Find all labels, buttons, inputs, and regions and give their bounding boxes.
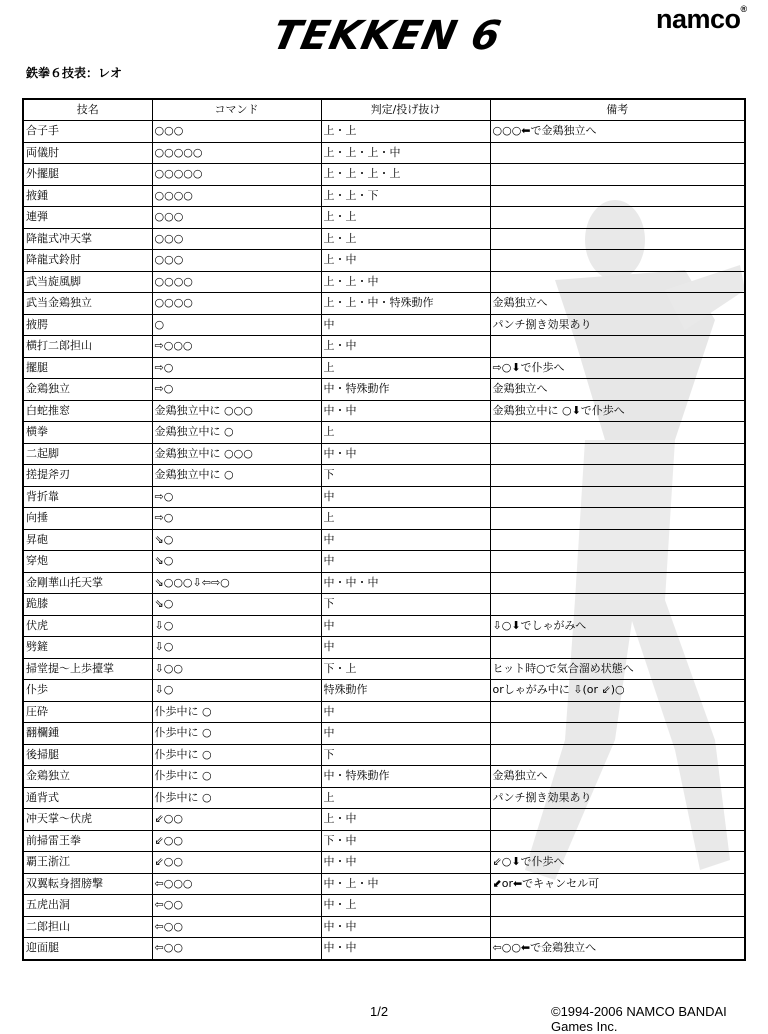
command-cell: 仆歩中に ○ — [152, 787, 321, 809]
notes-cell — [490, 443, 745, 465]
command-cell: ⇦○○ — [152, 938, 321, 960]
command-cell: 仆歩中に ○ — [152, 701, 321, 723]
table-row — [23, 336, 745, 358]
table-row — [23, 142, 745, 164]
move-name-cell: 伏虎 — [23, 615, 152, 637]
command-cell: ○○○○ — [152, 271, 321, 293]
hit-level-cell: 中・中 — [321, 916, 490, 938]
move-name-cell: 跪膝 — [23, 594, 152, 616]
hit-level-cell: 上・上・上・中 — [321, 142, 490, 164]
table-row — [23, 314, 745, 336]
notes-cell — [490, 185, 745, 207]
move-list-table — [22, 98, 746, 961]
notes-cell — [490, 142, 745, 164]
move-name-cell: 武当金鶏独立 — [23, 293, 152, 315]
namco-brand — [656, 4, 747, 35]
notes-cell — [490, 701, 745, 723]
hit-level-cell: 中・特殊動作 — [321, 766, 490, 788]
table-row — [23, 379, 745, 401]
notes-cell — [490, 594, 745, 616]
page-number: 1/2 — [370, 1004, 389, 1019]
move-name-cell: 通背式 — [23, 787, 152, 809]
table-row — [23, 572, 745, 594]
command-cell: ○○○○○ — [152, 142, 321, 164]
notes-cell — [490, 164, 745, 186]
column-header: コマンド — [152, 99, 321, 121]
hit-level-cell: 中 — [321, 314, 490, 336]
command-cell: 金鶏独立中に ○○○ — [152, 400, 321, 422]
move-name-cell: 掖腭 — [23, 314, 152, 336]
notes-cell — [490, 250, 745, 272]
table-row — [23, 271, 745, 293]
notes-cell: ⇨○⬇で仆歩へ — [490, 357, 745, 379]
notes-cell — [490, 422, 745, 444]
notes-cell: 金鶏独立へ — [490, 379, 745, 401]
move-name-cell: 翻欄鍾 — [23, 723, 152, 745]
table-row — [23, 465, 745, 487]
move-name-cell: 降龍式冲天掌 — [23, 228, 152, 250]
table-row — [23, 443, 745, 465]
column-header: 備考 — [490, 99, 745, 121]
table-row — [23, 658, 745, 680]
notes-cell: ⬋or⬅でキャンセル可 — [490, 873, 745, 895]
command-cell: 金鶏独立中に ○○○ — [152, 443, 321, 465]
table-row — [23, 164, 745, 186]
table-row — [23, 185, 745, 207]
table-row — [23, 744, 745, 766]
command-cell: ⇩○ — [152, 680, 321, 702]
command-cell: 仆歩中に ○ — [152, 744, 321, 766]
move-name-cell: 合子手 — [23, 121, 152, 143]
hit-level-cell: 中・中 — [321, 852, 490, 874]
command-cell: ○○○○ — [152, 293, 321, 315]
move-name-cell: 降龍式鈴肘 — [23, 250, 152, 272]
move-list-body — [23, 121, 745, 960]
notes-cell — [490, 486, 745, 508]
hit-level-cell: 上 — [321, 422, 490, 444]
hit-level-cell: 中・上・中 — [321, 873, 490, 895]
page-title: 鉄拳６技表：レオ — [26, 66, 123, 80]
move-name-cell: 穿炮 — [23, 551, 152, 573]
table-row — [23, 422, 745, 444]
hit-level-cell: 上・上・上・上 — [321, 164, 490, 186]
hit-level-cell: 上 — [321, 508, 490, 530]
table-row — [23, 873, 745, 895]
hit-level-cell: 上 — [321, 357, 490, 379]
notes-cell: ヒット時○で気合溜め状態へ — [490, 658, 745, 680]
table-row — [23, 809, 745, 831]
command-cell: ⇘○○○⇩⇦⇨○ — [152, 572, 321, 594]
move-name-cell: 二起脚 — [23, 443, 152, 465]
hit-level-cell: 中・中 — [321, 443, 490, 465]
table-row — [23, 916, 745, 938]
table-row — [23, 228, 745, 250]
table-row — [23, 680, 745, 702]
notes-cell: パンチ捌き効果あり — [490, 787, 745, 809]
hit-level-cell: 中・上 — [321, 895, 490, 917]
table-row — [23, 723, 745, 745]
table-row — [23, 895, 745, 917]
command-cell: ○○○○○ — [152, 164, 321, 186]
command-cell: 仆歩中に ○ — [152, 766, 321, 788]
move-name-cell: 前掃雷王拳 — [23, 830, 152, 852]
table-row — [23, 615, 745, 637]
command-cell: ○○○ — [152, 250, 321, 272]
notes-cell — [490, 271, 745, 293]
move-name-cell: 擺腿 — [23, 357, 152, 379]
table-row — [23, 830, 745, 852]
move-name-cell: 金剛華山托天掌 — [23, 572, 152, 594]
hit-level-cell: 上・中 — [321, 250, 490, 272]
command-cell: ⇦○○ — [152, 916, 321, 938]
table-row — [23, 250, 745, 272]
notes-cell: ⇩○⬇でしゃがみへ — [490, 615, 745, 637]
notes-cell — [490, 916, 745, 938]
move-name-cell: 横打二郎担山 — [23, 336, 152, 358]
notes-cell — [490, 228, 745, 250]
move-name-cell: 覇王浙江 — [23, 852, 152, 874]
move-name-cell: 横拳 — [23, 422, 152, 444]
table-row — [23, 293, 745, 315]
move-name-cell: 冲天掌～伏虎 — [23, 809, 152, 831]
command-cell: ⇘○ — [152, 594, 321, 616]
table-row — [23, 121, 745, 143]
move-name-cell: 掃堂提～上歩擡掌 — [23, 658, 152, 680]
move-name-cell: 白蛇推窓 — [23, 400, 152, 422]
notes-cell: orしゃがみ中に ⇩(or ⇙)○ — [490, 680, 745, 702]
hit-level-cell: 下 — [321, 744, 490, 766]
hit-level-cell: 上・上 — [321, 121, 490, 143]
notes-cell — [490, 830, 745, 852]
move-name-cell: 金鶏独立 — [23, 379, 152, 401]
move-name-cell: 双翼転身摺膀撃 — [23, 873, 152, 895]
command-cell: ⇨○ — [152, 357, 321, 379]
move-name-cell: 五虎出洞 — [23, 895, 152, 917]
notes-cell: ⇦○○⬅で金鶏独立へ — [490, 938, 745, 960]
command-cell: ⇙○○ — [152, 852, 321, 874]
hit-level-cell: 中 — [321, 723, 490, 745]
notes-cell — [490, 336, 745, 358]
hit-level-cell: 中 — [321, 701, 490, 723]
hit-level-cell: 上・上・中・特殊動作 — [321, 293, 490, 315]
command-cell: ○○○ — [152, 207, 321, 229]
command-cell: ⇙○○ — [152, 830, 321, 852]
move-name-cell: 外擺腿 — [23, 164, 152, 186]
hit-level-cell: 下 — [321, 465, 490, 487]
command-cell: ⇙○○ — [152, 809, 321, 831]
command-cell: ⇨○ — [152, 508, 321, 530]
table-row — [23, 357, 745, 379]
command-cell: 仆歩中に ○ — [152, 723, 321, 745]
table-row — [23, 701, 745, 723]
command-cell: ○○○○ — [152, 185, 321, 207]
hit-level-cell: 中 — [321, 486, 490, 508]
move-name-cell: 二郎担山 — [23, 916, 152, 938]
table-row — [23, 486, 745, 508]
command-cell: ⇘○ — [152, 551, 321, 573]
command-cell: ⇨○○○ — [152, 336, 321, 358]
notes-cell: 金鶏独立中に ○⬇で仆歩へ — [490, 400, 745, 422]
column-header: 判定/投げ抜け — [321, 99, 490, 121]
hit-level-cell: 中 — [321, 637, 490, 659]
hit-level-cell: 特殊動作 — [321, 680, 490, 702]
registered-mark: ® — [740, 4, 747, 14]
command-cell: ⇦○○ — [152, 895, 321, 917]
notes-cell — [490, 895, 745, 917]
command-cell: ⇩○○ — [152, 658, 321, 680]
hit-level-cell: 上・上・下 — [321, 185, 490, 207]
move-name-cell: 圧砕 — [23, 701, 152, 723]
command-cell: ○○○ — [152, 228, 321, 250]
notes-cell — [490, 508, 745, 530]
move-name-cell: 昇砲 — [23, 529, 152, 551]
move-name-cell: 劈鏟 — [23, 637, 152, 659]
table-row — [23, 766, 745, 788]
table-row — [23, 938, 745, 960]
hit-level-cell: 上 — [321, 787, 490, 809]
table-row — [23, 400, 745, 422]
move-name-cell: 向捶 — [23, 508, 152, 530]
command-cell: ⇨○ — [152, 486, 321, 508]
command-cell: ⇩○ — [152, 637, 321, 659]
table-row — [23, 508, 745, 530]
notes-cell — [490, 551, 745, 573]
hit-level-cell: 下 — [321, 594, 490, 616]
command-cell: ⇩○ — [152, 615, 321, 637]
hit-level-cell: 下・中 — [321, 830, 490, 852]
move-name-cell: 後掃腿 — [23, 744, 152, 766]
move-name-cell: 金鶏独立 — [23, 766, 152, 788]
notes-cell — [490, 744, 745, 766]
notes-cell: パンチ捌き効果あり — [490, 314, 745, 336]
command-cell: ○ — [152, 314, 321, 336]
hit-level-cell: 上・上・中 — [321, 271, 490, 293]
tekken-logo — [262, 6, 512, 66]
command-cell: ⇨○ — [152, 379, 321, 401]
notes-cell — [490, 572, 745, 594]
table-row — [23, 207, 745, 229]
notes-cell: ⇙○⬇で仆歩へ — [490, 852, 745, 874]
command-cell: ⇘○ — [152, 529, 321, 551]
notes-cell — [490, 529, 745, 551]
notes-cell: 金鶏独立へ — [490, 766, 745, 788]
notes-cell — [490, 723, 745, 745]
command-cell: ⇦○○○ — [152, 873, 321, 895]
table-header-row — [23, 99, 745, 121]
move-name-cell: 背折靠 — [23, 486, 152, 508]
hit-level-cell: 中 — [321, 529, 490, 551]
hit-level-cell: 中 — [321, 615, 490, 637]
move-name-cell: 迎面腿 — [23, 938, 152, 960]
hit-level-cell: 中・中・中 — [321, 572, 490, 594]
hit-level-cell: 上・上 — [321, 207, 490, 229]
hit-level-cell: 中・特殊動作 — [321, 379, 490, 401]
hit-level-cell: 中 — [321, 551, 490, 573]
command-cell: 金鶏独立中に ○ — [152, 422, 321, 444]
table-row — [23, 787, 745, 809]
hit-level-cell: 下・上 — [321, 658, 490, 680]
hit-level-cell: 中・中 — [321, 400, 490, 422]
move-name-cell: 掖鍾 — [23, 185, 152, 207]
hit-level-cell: 上・中 — [321, 809, 490, 831]
notes-cell — [490, 465, 745, 487]
move-name-cell: 武当旋風脚 — [23, 271, 152, 293]
move-name-cell: 両儀肘 — [23, 142, 152, 164]
notes-cell — [490, 809, 745, 831]
copyright: ©1994-2006 NAMCO BANDAI Games Inc. — [551, 1004, 727, 1034]
table-row — [23, 594, 745, 616]
command-cell: ○○○ — [152, 121, 321, 143]
hit-level-cell: 上・上 — [321, 228, 490, 250]
table-row — [23, 637, 745, 659]
table-row — [23, 551, 745, 573]
notes-cell: 金鶏独立へ — [490, 293, 745, 315]
hit-level-cell: 中・中 — [321, 938, 490, 960]
hit-level-cell: 上・中 — [321, 336, 490, 358]
move-name-cell: 搓提斧刃 — [23, 465, 152, 487]
move-name-cell: 仆歩 — [23, 680, 152, 702]
command-cell: 金鶏独立中に ○ — [152, 465, 321, 487]
move-name-cell: 連弾 — [23, 207, 152, 229]
notes-cell — [490, 207, 745, 229]
notes-cell — [490, 637, 745, 659]
table-row — [23, 529, 745, 551]
tekken-logo-text: TEKKEN 6 — [268, 13, 506, 59]
namco-brand-text: namco — [656, 4, 741, 34]
notes-cell: ○○○⬅で金鶏独立へ — [490, 121, 745, 143]
column-header: 技名 — [23, 99, 152, 121]
table-row — [23, 852, 745, 874]
